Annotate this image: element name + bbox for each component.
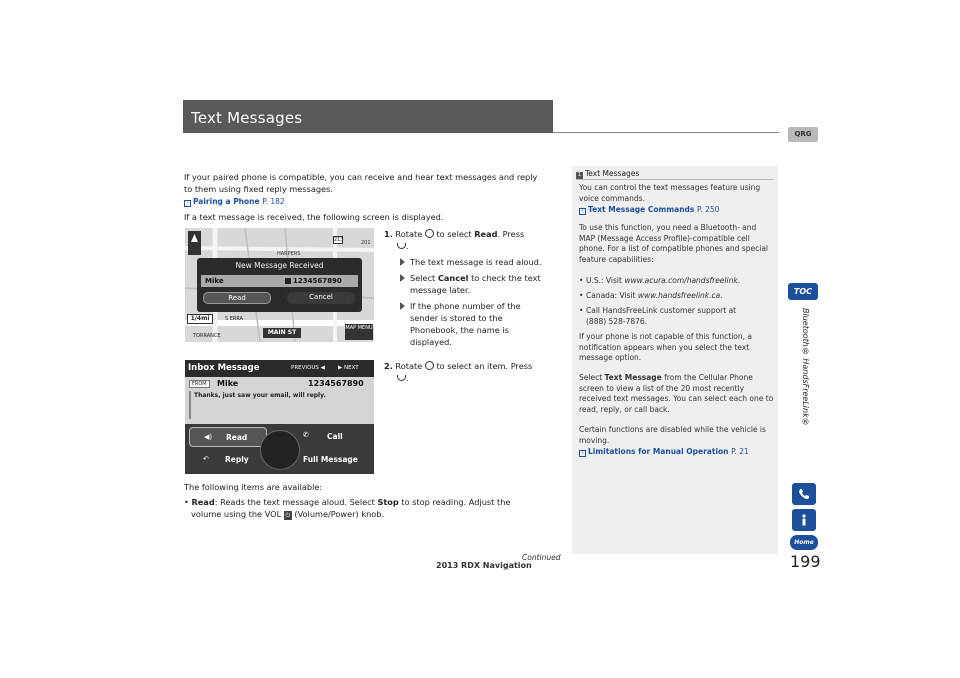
step1-sub1-text: The text message is read aloud.	[410, 257, 542, 267]
sidebox-p4	[579, 373, 774, 415]
step2-number: 2.	[384, 361, 393, 371]
item-read-text-a: : Reads the text message aloud. Select	[214, 497, 375, 507]
map-scale: 1/4mi	[187, 314, 213, 324]
sender-row	[201, 275, 358, 287]
dialog-banner: New Message Received	[235, 261, 324, 270]
sidebox-p4-b: from the Cellular Phone screen to view a list of the 20 most recently received text messages. You can select each one to read, reply, or call back.	[579, 373, 774, 414]
city-torrance: TORRANCE	[193, 333, 221, 339]
phone-icon-button[interactable]	[792, 483, 816, 505]
step1-line2	[397, 240, 409, 252]
current-street: MAIN ST	[263, 328, 301, 338]
route-201: 201	[361, 240, 371, 246]
section-label: Bluetooth® HandsFreeLink®	[801, 308, 810, 427]
manual-model: 2013 RDX Navigation	[436, 561, 532, 570]
from-tag: FROM	[189, 380, 210, 388]
text-message-commands-link[interactable]	[579, 205, 774, 216]
sidebox-p5: Certain functions are disabled while the vehicle is moving.	[579, 425, 766, 445]
sidebox-p1: You can control the text messages feature using voice commands.	[579, 183, 761, 203]
inbox-title: Inbox Message	[188, 363, 260, 373]
bullet-us-label: U.S.: Visit	[586, 276, 622, 285]
step1-line1	[384, 228, 524, 240]
page-title-bar	[183, 100, 553, 133]
step1-number: 1.	[384, 229, 393, 239]
step1-sub2-text-a: Select	[410, 273, 436, 283]
pairing-link-label: Pairing a Phone	[193, 197, 260, 206]
step1-to-select: to select	[436, 229, 472, 239]
call-icon: ✆	[303, 431, 309, 439]
cancel-button[interactable]: Cancel	[287, 292, 355, 304]
interface-dial-icon	[425, 229, 434, 238]
reply-button[interactable]	[189, 450, 259, 470]
page-number: 199	[790, 552, 821, 571]
items-intro: The following items are available:	[184, 482, 323, 492]
sidebox-bullet-us: • U.S.: Visit www.acura.com/handsfreelink.	[579, 276, 774, 287]
inbox-read-button[interactable]	[189, 427, 267, 447]
read-button[interactable]: Read	[203, 292, 271, 304]
step1-press: . Press	[497, 229, 525, 239]
limitations-link[interactable]	[579, 447, 774, 458]
full-message-button[interactable]	[299, 450, 371, 470]
street-harpers: HARPERS	[277, 251, 301, 257]
home-button[interactable]: Home	[790, 535, 818, 550]
sidebox-link2-label: Limitations for Manual Operation	[588, 447, 729, 456]
item-read-line2	[191, 508, 384, 520]
street-serra: S ERRA	[225, 316, 244, 322]
message-panel	[185, 377, 374, 424]
inbox-header	[185, 360, 374, 377]
sidebox-p4-a: Select	[579, 373, 603, 382]
page-title: Text Messages	[191, 109, 303, 127]
power-knob-icon: ⏻	[285, 512, 291, 519]
step1-dot: .	[406, 241, 409, 251]
map-menu-button[interactable]: MAP MENU	[345, 324, 373, 340]
step1-sub1	[410, 256, 541, 268]
new-message-dialog	[197, 258, 362, 312]
item-read-text-c: volume using the VOL	[191, 509, 282, 519]
bullet-canada-label: Canada: Visit	[586, 291, 636, 300]
interface-dial-icon	[425, 361, 434, 370]
step1-rotate: Rotate	[395, 229, 423, 239]
phone-type-icon	[285, 278, 291, 284]
bullet-us-url[interactable]: www.acura.com/handsfreelink	[624, 276, 738, 285]
sidebox-p3: If your phone is not capable of this function, a notification appears when you select the text message option.	[579, 332, 752, 362]
step1-sub3	[410, 300, 521, 312]
triangle-bullet-icon	[400, 274, 405, 282]
sidebox-link1-page: P. 250	[697, 205, 720, 214]
info-icon-button[interactable]	[792, 509, 816, 531]
reply-icon: ↶	[203, 455, 209, 463]
step1-sub2-cont: message later.	[410, 285, 471, 295]
previous-label: PREVIOUS	[291, 365, 319, 371]
step1-sub3-c: Phonebook, the name is	[410, 325, 509, 335]
reply-label: Reply	[225, 455, 249, 464]
bullet-call-label: Call HandsFreeLink customer support at	[586, 306, 737, 315]
sidebox-heading-text: Text Messages	[585, 169, 640, 178]
link-arrow-icon: ›	[579, 450, 586, 457]
notes-sidebox	[572, 166, 778, 554]
qrg-button[interactable]: QRG	[788, 127, 818, 142]
title-divider	[553, 132, 779, 133]
step2-line2	[397, 372, 409, 384]
step1-sub2-text-b: to check the text	[471, 273, 541, 283]
inbox-message-screen	[185, 360, 374, 474]
continued-label: Continued	[522, 553, 561, 562]
action-panel	[185, 424, 374, 474]
step2-rotate: Rotate	[395, 361, 423, 371]
step1-ui-read: Read	[474, 229, 498, 239]
intro-screen-note: If a text message is received, the following screen is displayed.	[184, 212, 444, 222]
previous-button[interactable]: PREVIOUS ◀	[291, 365, 325, 371]
sidebox-bullet-call	[579, 306, 774, 327]
triangle-bullet-icon	[400, 302, 405, 310]
step2-line1	[384, 360, 532, 372]
sender-number: 1234567890	[293, 277, 342, 285]
inbox-sender: Mike	[217, 379, 239, 388]
call-button[interactable]	[299, 427, 369, 447]
press-dial-icon	[397, 243, 406, 249]
call-label: Call	[327, 432, 343, 441]
step2-text: to select an item. Press	[436, 361, 533, 371]
step2-dot: .	[406, 373, 409, 383]
sidebox-p4-ui: Text Message	[604, 373, 662, 382]
item-read-line1: • Read: Reads the text message aloud. Select Stop to stop reading. Adjust the	[184, 497, 511, 507]
sidebox-bullet-canada: • Canada: Visit www.handsfreelink.ca.	[579, 291, 774, 302]
new-message-screen	[185, 228, 374, 342]
intro-line-1: If your paired phone is compatible, you can receive and hear text messages and reply	[184, 172, 538, 182]
step1-sub2	[410, 272, 541, 284]
speaker-icon: ◀)	[204, 433, 213, 441]
step1-sub3-b: sender is stored to the	[410, 313, 503, 323]
note-marker-icon: 1	[577, 172, 582, 178]
bullet-canada-url[interactable]: www.handsfreelink.ca	[637, 291, 721, 300]
item-read-ui: Read	[191, 497, 215, 507]
phone-icon	[797, 487, 811, 501]
toc-button[interactable]: TOC	[788, 283, 818, 300]
step1-sub3-d: displayed.	[410, 337, 452, 347]
selector-knob[interactable]	[260, 430, 300, 470]
route-213-shield: 213	[334, 237, 344, 243]
sidebox-heading	[576, 169, 639, 179]
sidebox-link1-label: Text Message Commands	[588, 205, 695, 214]
step1-sub2-ui: Cancel	[437, 273, 469, 283]
message-scrollbar[interactable]	[189, 391, 191, 419]
inbox-read-label: Read	[226, 433, 248, 442]
press-dial-icon	[397, 375, 406, 381]
item-read-stop: Stop	[377, 497, 399, 507]
triangle-bullet-icon	[400, 258, 405, 266]
link-arrow-icon: ›	[184, 200, 191, 207]
bullet-call-number: (888) 528-7876.	[586, 316, 648, 326]
link-arrow-icon: ›	[579, 208, 586, 215]
info-icon	[797, 513, 811, 527]
full-message-label: Full Message	[303, 455, 358, 464]
sidebox-link2-page: P. 21	[731, 447, 749, 456]
next-button[interactable]: ▶ NEXT	[338, 365, 359, 371]
intro-line-2: to them using fixed reply messages.	[184, 184, 333, 194]
step1-sub3-text-a: If the phone number of the	[410, 301, 521, 311]
next-label: NEXT	[343, 365, 359, 371]
item-read-text-b: to stop reading. Adjust the	[401, 497, 511, 507]
sidebox-rule	[576, 179, 774, 180]
pairing-link-page: P. 182	[262, 197, 285, 206]
item-read-text-d: (Volume/Power) knob.	[294, 509, 385, 519]
message-body: Thanks, just saw your email, will reply.	[194, 392, 326, 399]
sender-name: Mike	[205, 277, 224, 285]
sidebox-p2: To use this function, you need a Bluetooth- and MAP (Message Access Profile)-compatible cell phone. For a list of compatible phones and special feature capabilities:	[579, 223, 769, 264]
inbox-number: 1234567890	[308, 379, 364, 388]
pairing-link[interactable]	[184, 195, 285, 208]
